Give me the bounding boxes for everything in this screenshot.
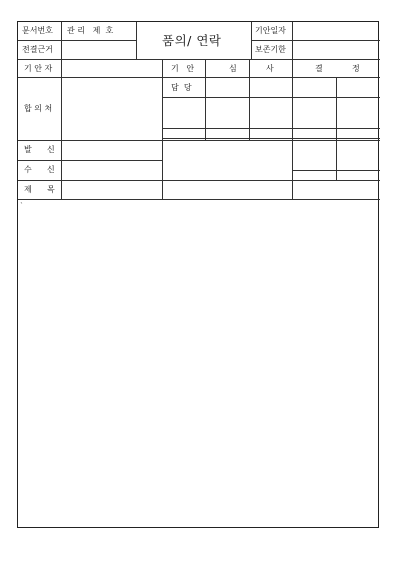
row-divider-approval-1: [162, 97, 380, 98]
row-divider-2: [18, 59, 380, 60]
receiver-label: 수 신: [24, 165, 55, 174]
col-divider-title-right: [251, 22, 252, 59]
approval-basis-label: 전결근거: [22, 45, 53, 54]
draft-column-label: 기 안: [171, 64, 195, 73]
review-label-right: 사: [266, 64, 274, 73]
form-title: 품의/ 연락: [162, 33, 222, 48]
review-label-left: 심: [229, 64, 237, 73]
col-divider-date-value: [292, 22, 293, 59]
mgmt-number-label: 관 리 제 호: [67, 26, 114, 35]
body-mark: `: [20, 202, 24, 210]
agreement-label: 합 의 처: [24, 104, 53, 113]
sender-label: 발 신: [24, 145, 55, 154]
col-divider-approval-1: [205, 59, 206, 140]
row-divider-5: [18, 180, 380, 181]
row-divider-approval-2: [162, 128, 380, 129]
draft-date-label: 기안일자: [255, 26, 286, 35]
row-divider-1b: [251, 40, 380, 41]
doc-number-label: 문서번호: [22, 26, 53, 35]
row-divider-6: [18, 199, 380, 200]
row-divider-approval-3: [162, 138, 380, 139]
in-charge-label: 담 당: [171, 83, 192, 92]
drafter-label: 기 안 자: [24, 64, 53, 73]
row-divider-sender: [18, 160, 162, 161]
col-divider-approval-4: [336, 77, 337, 140]
col-divider-approval-start: [162, 59, 163, 199]
row-divider-1: [18, 40, 136, 41]
col-divider-right-box: [336, 140, 337, 180]
subject-label: 제 목: [24, 185, 55, 194]
row-divider-3: [18, 77, 380, 78]
col-divider-approval-3: [292, 59, 293, 199]
decision-label-right: 정: [352, 64, 360, 73]
approval-form: [17, 21, 379, 528]
row-divider-4: [18, 140, 380, 141]
col-divider-approval-2: [249, 59, 250, 140]
col-divider-title-left: [136, 22, 137, 59]
retention-period-label: 보존기한: [255, 45, 286, 54]
col-divider-label: [61, 22, 62, 199]
decision-label-left: 결: [315, 64, 323, 73]
